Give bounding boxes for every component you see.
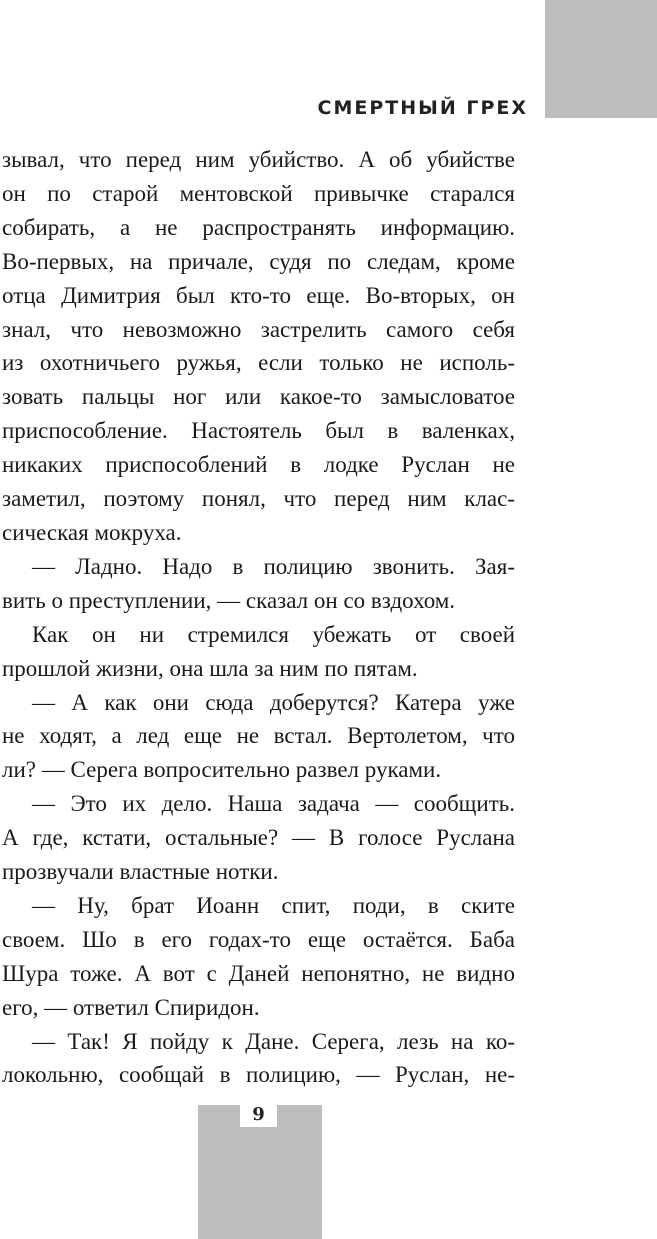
page-number: 9 — [240, 1105, 277, 1127]
text-line: вить о преступлении, — сказал он со вздохом. — [2, 587, 456, 613]
text-line: своем. Шо в его годах-то еще остаётся. Баба — [2, 926, 515, 952]
text-line: он по старой ментовской привычке старался — [2, 180, 515, 206]
text-line: зывал, что перед ним убийство. А об убийстве — [2, 147, 515, 172]
text-line: — Ну, брат Иоанн спит, поди, в ските — [32, 892, 515, 918]
text-line: не ходят, а лед еще не встал. Вертолетом, что — [2, 723, 515, 749]
text-line: отца Димитрия был кто-то еще. Во-вторых, он — [2, 282, 515, 308]
text-line: Шура тоже. А вот с Даней непонятно, не видно — [2, 960, 515, 986]
text-line: Как он ни стремился убежать от своей — [32, 621, 515, 647]
text-line: собирать, а не распространять информацию. — [2, 214, 515, 240]
text-line: никаких приспособлений в лодке Руслан не — [2, 452, 515, 478]
corner-decorative-block — [545, 0, 657, 118]
text-line: прозвучали властные нотки. — [2, 859, 279, 885]
body-text — [2, 143, 515, 1092]
text-line: Во-первых, на причале, судя по следам, кроме — [2, 248, 515, 274]
text-line: — Так! Я пойду к Дане. Серега, лезь на ко- — [32, 1028, 515, 1054]
text-line: сическая мокруха. — [2, 519, 182, 545]
text-line: — Ладно. Надо в полицию звонить. Зая- — [32, 553, 515, 579]
text-line: заметил, поэтому понял, что перед ним клас- — [2, 486, 515, 512]
text-line: приспособление. Настоятель был в валенках, — [2, 418, 515, 444]
text-line: зовать пальцы ног или какое-то замысловатое — [2, 384, 515, 410]
text-line: — Это их дело. Наша задача — сообщить. — [32, 791, 515, 817]
text-line: знал, что невозможно застрелить самого себя — [2, 316, 515, 342]
text-line: прошлой жизни, она шла за ним по пятам. — [2, 655, 418, 681]
text-line: его, — ответил Спиридон. — [2, 994, 260, 1020]
text-line: локольню, сообщай в полицию, — Руслан, не- — [2, 1062, 515, 1088]
text-line: — А как они сюда доберутся? Катера уже — [32, 689, 515, 715]
text-line: А где, кстати, остальные? — В голосе Руслана — [2, 825, 515, 851]
text-line: ли? — Серега вопросительно развел руками. — [2, 757, 442, 783]
text-line: из охотничьего ружья, если только не исполь- — [2, 350, 515, 376]
running-title: СМЕРТНЫЙ ГРЕХ — [317, 97, 528, 119]
